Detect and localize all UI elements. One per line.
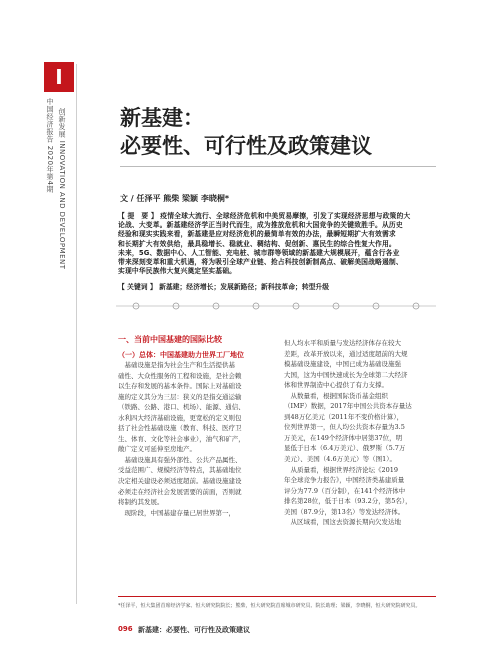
body-line: 现阶段，中国基建存量已居世界第一， — [118, 508, 235, 517]
body-line: 体和世界制造中心提供了有力支撑。 — [284, 381, 388, 390]
body-line: 基础设施是指为社会生产和生活提供基 — [118, 361, 235, 369]
section-roman-badge: I — [44, 62, 74, 92]
body-line: 从区域看，国这去资源长期向欠发达地 — [284, 518, 401, 527]
body-line: 显低于日本（6.4万美元）、俄罗斯（5.7万 — [284, 444, 406, 453]
body-line: 括了社会性基础设施（教育、科技、医疗卫 — [118, 424, 242, 433]
running-title: 新基建：必要性、可行性及政策建议 — [138, 626, 250, 634]
body-line: 决定相关建设必须适度超前。基础设施建设 — [118, 477, 242, 486]
abstract-line: 论战、大变革。新基建经济学正当时代而生，成为推放危机和大国竞争的关键致胜手。从历史 — [118, 221, 403, 230]
body-column-left — [118, 360, 270, 518]
body-line: 排名第28位，低于日本（93.2分，第5名）， — [284, 497, 412, 506]
body-line: 位列世界第一，但人均公共资本存量为3.5 — [284, 423, 405, 432]
abstract-line: 经验和现实实践来看，新基建是应对经济危机的最简单有效的办法，最瞬短期扩大有效需求 — [118, 230, 396, 239]
body-line: 基础设施具有强外部性、公共产品属性、 — [118, 455, 242, 464]
title-divider — [120, 166, 436, 167]
body-line: 差距，改革开放以来，通过适度超前的大规 — [284, 349, 408, 358]
body-line: 生、体育、文化等社会事业），油气和矿产， — [118, 434, 245, 443]
body-line: 从质量看，根据世界经济论坛《2019 — [284, 465, 399, 474]
subsection-heading: （一）总体：中国基建助力世界工厂地位 — [118, 351, 244, 359]
body-line: 美元）、美国（4.6万美元）等（图1）。 — [284, 455, 396, 464]
body-line: （铁路、公路、港口、机场）、能源、通信、 — [118, 403, 245, 412]
body-line: 万美元，在149个经济体中居第37位，明 — [284, 433, 403, 442]
body-line: 美国（87.9分，第13名）等发达经济体。 — [284, 507, 405, 516]
body-line: 将制约其发展。 — [118, 498, 164, 507]
sidebar-journal-label: 中国经济报告 2020年第4期 — [46, 98, 54, 193]
body-line: 础性、大众性服务的工程和设施，是社会赖 — [118, 371, 242, 380]
abstract-line: 未来，5G、数据中心、人工智能、充电桩、城市群等领域的新基建大规模展开，蕴含行各业 — [118, 248, 400, 257]
abstract-line: 实现中华民族伟大复兴奠定坚实基础。 — [118, 267, 237, 276]
sidebar-divider — [76, 64, 77, 604]
body-line: 年全球竞争力报告》，中国经济类基建质量 — [284, 476, 405, 485]
body-line: 受益范围广、规模经济等特点，其基础地位 — [118, 466, 242, 475]
article-title-line1: 新基建： — [120, 106, 204, 130]
body-line: 必须走在经济社会发展需要的前面，否则就 — [118, 487, 242, 496]
sidebar-section-label: 创新发展 INNOVATION AND DEVELOPMENT — [58, 108, 66, 270]
abstract-line: 和长期扩大有效供给，最具稳增长、稳就业、稠结构、促创新、惠民生的综合性复大作用。 — [118, 239, 396, 248]
body-line: 敞广定义可延伸至房地产。 — [118, 445, 196, 454]
author-line: 文 / 任泽平 熊柴 梁颖 李晓桐* — [120, 194, 230, 203]
abstract — [118, 210, 436, 274]
body-line: 评分为77.9（百分制），在141个经济体中 — [284, 486, 406, 495]
abstract-line: 【 提 要 】 疫情全球大流行、全球经济危机和中美贸易摩擦，引发了实现经济思想与政策的大 — [118, 212, 411, 220]
body-line: 以生存和发展的基本条件。国际上对基础设 — [118, 382, 242, 391]
section-heading: 一、当前中国基建的国际比较 — [118, 335, 222, 344]
body-column-right — [284, 338, 436, 528]
body-line: 到48万亿美元（2011年不变价格计算）， — [284, 412, 404, 421]
body-line: （IMF）数据，2017年中国公共资本存量达 — [284, 402, 412, 411]
ornamental-divider — [116, 300, 436, 312]
keywords: 【 关键词 】 新基建；经济增长；发展新路径；新科技革命；转型升级 — [118, 283, 330, 291]
body-line: 模基础设施建设，中国已成为基础设施强 — [284, 360, 401, 369]
body-line: 施的定义其分为三层：狭义的是指交通运输 — [118, 392, 242, 401]
abstract-line: 带来深刻变革和重大机遇，将为吸引全球产业链、抢占科技创新制高点、破解美国战略遏制、 — [118, 258, 403, 266]
article-title-line2: 必要性、可行性及政策建议 — [120, 134, 372, 158]
body-line: 大国，这为中国快速成长为全球第二大经济 — [284, 370, 408, 379]
footnote-divider — [118, 596, 436, 597]
body-line: 但人均水平和质量与发达经济体存在较大 — [284, 339, 401, 347]
body-line: 从数量看，根据国际货币基金组织 — [284, 391, 388, 400]
body-line: 水利四大经济基础设施，更宽松的定义则包 — [118, 413, 242, 422]
footnote: *任泽平，恒大集团首席经济学家、恒大研究院院长；熊柴，恒大研究院首席城市研究员、院长助理；梁颖，李晓桐，恒大研究院研究员。 — [118, 603, 421, 609]
page-number: 096 — [118, 625, 133, 633]
